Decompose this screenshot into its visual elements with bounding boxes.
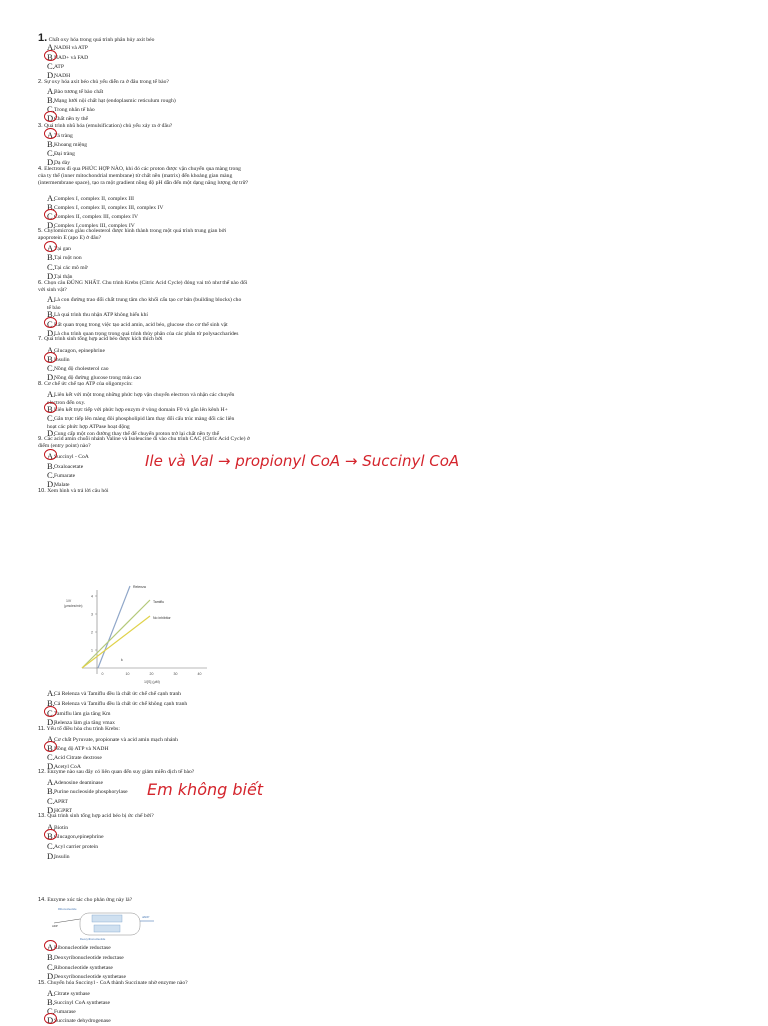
question-number: 13. bbox=[38, 813, 46, 819]
option-d[interactable]: D.Complex I,complex III, complex IV bbox=[47, 220, 135, 230]
diagram-label-ribonucleotide: Ribonucleotide bbox=[58, 907, 77, 911]
question-6 bbox=[38, 280, 250, 294]
question-text: Chylomicron giàu cholesterol được hình thành trong một quá trình trung gian bởi apoprotein E (apo E) ở đâu? bbox=[38, 228, 227, 241]
x-tick-label: 0 bbox=[101, 672, 104, 676]
series-relenza bbox=[98, 586, 130, 668]
question-5 bbox=[38, 228, 250, 242]
option-b[interactable]: B.Khoang miệng bbox=[47, 139, 88, 149]
option-a[interactable]: A.NADH và ATP bbox=[47, 42, 88, 52]
diagram-label-dadp: dADP bbox=[142, 915, 150, 919]
question-text: Cơ chế ức chế tạo ATP của oligomycin: bbox=[44, 381, 133, 387]
answer-circle bbox=[44, 209, 57, 220]
legend-tamiflu: Tamiflu bbox=[153, 600, 165, 604]
question-text: Chất oxy hóa trong quá trình phân hủy axit béo bbox=[48, 37, 155, 43]
option-a[interactable]: A.Adenosine deaminase bbox=[47, 777, 103, 787]
answer-circle bbox=[44, 1013, 57, 1024]
question-9 bbox=[38, 436, 250, 450]
option-a[interactable]: A.Biotin bbox=[47, 822, 68, 832]
question-12 bbox=[38, 769, 250, 776]
question-11 bbox=[38, 726, 250, 733]
option-a[interactable]: A.Là con đường trao đổi chất trung tâm cho khối cấu tạo cơ bản (building blocks) cho tế bào bbox=[47, 294, 242, 311]
option-b[interactable]: B.Succinyl CoA synthetase bbox=[47, 997, 110, 1007]
y-axis-label: 1/V bbox=[66, 599, 72, 603]
question-number: 14. bbox=[38, 897, 46, 903]
option-d[interactable]: D.Dạ dày bbox=[47, 157, 70, 167]
option-d[interactable]: D.NADH bbox=[47, 70, 71, 80]
option-c[interactable]: C.Đại tràng bbox=[47, 148, 75, 158]
question-8 bbox=[38, 381, 250, 388]
question-text: Enzyme xúc tác cho phản ứng này là? bbox=[47, 897, 133, 903]
question-number: 2. bbox=[38, 79, 43, 85]
option-c[interactable]: C.APRT bbox=[47, 796, 68, 806]
option-b[interactable]: B.Nồng độ ATP và NADH bbox=[47, 743, 247, 754]
option-d[interactable]: D.Chất nền ty thể bbox=[47, 113, 247, 124]
option-b[interactable]: B.Purine nucleoside phosphorylase bbox=[47, 786, 128, 796]
option-c[interactable]: C.Nồng độ cholesterol cao bbox=[47, 363, 109, 373]
x-tick-label: 40 bbox=[197, 672, 202, 676]
question-text: Quá trình sinh tổng hợp acid béo bị ức chế bởi? bbox=[47, 813, 154, 819]
question-text: Yếu tố điều hòa chu trình Krebs: bbox=[46, 726, 120, 732]
question-text: Electrons đi qua PHỨC HỢP NÀO, khi đó các proton được vận chuyển qua màng trong của ty thể (inner mitochondrial membrane) từ chất nền (matrix) đến khoảng gian màng (intermembrane space), tạo ra một gradient nồng độ pH dẫn đến một dạng năng lượng dự trữ? bbox=[38, 166, 249, 186]
question-3 bbox=[38, 123, 250, 130]
question-number: 4. bbox=[38, 166, 43, 172]
question-2 bbox=[38, 79, 250, 86]
answer-circle bbox=[44, 402, 57, 413]
answer-circle bbox=[44, 128, 57, 139]
question-text: Xem hình và trả lời câu hỏi bbox=[47, 488, 109, 494]
y-axis-unit: (μmoles/min) bbox=[64, 604, 83, 608]
question-15 bbox=[38, 980, 250, 987]
question-7 bbox=[38, 336, 250, 343]
option-a[interactable]: A.Bào tương tế bào chất bbox=[47, 86, 104, 96]
option-d[interactable]: D.HGPRT bbox=[47, 805, 73, 815]
option-d[interactable]: D.Cung cấp một con đường thay thế để chuyển proton trở lại chất nền ty thể bbox=[47, 428, 220, 438]
reaction-diagram bbox=[50, 905, 160, 941]
legend-no-inhibitor: No inhibitor bbox=[153, 616, 171, 620]
option-a[interactable]: A.Tại gan bbox=[47, 243, 247, 254]
answer-circle bbox=[44, 706, 57, 717]
question-number: 9. bbox=[38, 436, 43, 442]
x-axis-label: 1/[S] (μM) bbox=[144, 680, 160, 684]
option-d[interactable]: D.Acetyl CoA bbox=[47, 761, 81, 771]
option-b[interactable]: B.Liên kết trực tiếp với phức hợp enzym ở vòng domain F0 và gắn lên kênh H+ bbox=[47, 404, 247, 415]
answer-circle bbox=[44, 111, 57, 122]
option-a[interactable]: A.Ribonucleotide reductase bbox=[47, 942, 247, 953]
answer-circle bbox=[44, 317, 57, 328]
option-b[interactable]: B.Insulin bbox=[47, 354, 247, 365]
x-tick-label: 30 bbox=[173, 672, 178, 676]
question-text: Sự oxy hóa axit béo chủ yếu diễn ra ở đâu trong tế bào? bbox=[44, 79, 169, 85]
option-a[interactable]: A.Glucagon, epinephrine bbox=[47, 345, 105, 355]
option-c[interactable]: C.Ribonucleotide synthetase bbox=[47, 962, 113, 972]
y-tick-label: 3 bbox=[91, 612, 93, 617]
diagram-label-deoxyribonucleotide: Deoxyribonucleotide bbox=[80, 937, 106, 941]
option-b[interactable]: B.Oxaloacetate bbox=[47, 461, 84, 471]
question-text: Quá trình sinh tổng hợp acid béo được kích thích bởi bbox=[44, 336, 163, 342]
option-c[interactable]: C.Acyl carrier protein bbox=[47, 841, 99, 851]
option-c[interactable]: C.Fumarase bbox=[47, 1006, 76, 1016]
question-number: 10. bbox=[38, 488, 46, 494]
option-c[interactable]: C.Tamiflu làm gia tăng Km bbox=[47, 708, 247, 719]
question-number: 5. bbox=[38, 228, 43, 234]
question-number: 3. bbox=[38, 123, 43, 129]
option-c[interactable]: C.Rất quan trọng trong việc tạo acid amin, acid béo, glucose cho cơ thể sinh vật bbox=[47, 319, 247, 330]
series-no-inhibitor bbox=[82, 616, 150, 668]
option-a[interactable]: A.Succinyl - CoA bbox=[47, 451, 247, 462]
option-d[interactable]: D.Insulin bbox=[47, 851, 70, 861]
diagram-label-adp: ADP bbox=[52, 924, 58, 928]
option-c[interactable]: C.Acid Citrate dextrose bbox=[47, 752, 102, 762]
option-c[interactable]: C.Trong nhân tế bào bbox=[47, 104, 95, 114]
question-number: 7. bbox=[38, 336, 43, 342]
question-number: 15. bbox=[38, 980, 46, 986]
option-c[interactable]: C.Complex II, complex III, complex IV bbox=[47, 211, 247, 222]
question-4 bbox=[38, 166, 250, 187]
option-b[interactable]: B.Là quá trình thu nhận ATP không hiếu khí bbox=[47, 309, 148, 319]
question-10 bbox=[38, 488, 250, 495]
question-13 bbox=[38, 813, 250, 820]
question-14 bbox=[38, 897, 250, 904]
question-text: Các acid amin chuỗi nhánh Valine và Isoleucine đi vào chu trình CAC (Citric Acid Cycle) ở điểm (entry point) nào? bbox=[38, 436, 250, 449]
option-d[interactable]: D.Relenza làm gia tăng vmax bbox=[47, 717, 115, 727]
legend-relenza: Relenza bbox=[133, 585, 146, 589]
question-number: 6. bbox=[38, 280, 43, 286]
answer-circle bbox=[44, 241, 57, 252]
question-text: Chuyển hóa Succinyl - CoA thành Succinate nhờ enzyme nào? bbox=[47, 980, 188, 986]
option-d[interactable]: D.Nồng độ đường glucose trong máu cao bbox=[47, 372, 142, 382]
answer-circle bbox=[44, 829, 57, 840]
option-b[interactable]: B.NAD+ và FAD bbox=[47, 52, 247, 63]
handwritten-note: Ile và Val → propionyl CoA → Succinyl CoA bbox=[145, 452, 460, 470]
option-c[interactable]: C.Fumarate bbox=[47, 470, 76, 480]
option-d[interactable]: D.Succinate dehydrogenase bbox=[47, 1015, 247, 1026]
question-text: Enzyme nào sau đây có liên quan đến suy giảm miễn dịch tế bào? bbox=[47, 769, 195, 775]
option-d[interactable]: D.Deoxyribonucleotide synthetase bbox=[47, 971, 126, 981]
answer-circle bbox=[44, 940, 57, 951]
x-tick-label: 20 bbox=[149, 672, 154, 676]
option-b[interactable]: B.Deoxyribonucleotide reductase bbox=[47, 952, 124, 962]
option-d[interactable]: D.Malate bbox=[47, 479, 70, 489]
answer-circle bbox=[44, 50, 57, 61]
answer-circle bbox=[44, 352, 57, 363]
question-text: Quá trình nhũ hóa (emulsification) chủ yếu xảy ra ở đâu? bbox=[44, 123, 173, 129]
option-a[interactable]: A.Cả Relenza và Tamiflu đều là chất ức chế chế cạnh tranh bbox=[47, 688, 181, 698]
option-a[interactable]: A.Complex I, complex II, complex III bbox=[47, 193, 134, 203]
answer-circle bbox=[44, 741, 57, 752]
option-b[interactable]: B.Cả Relenza và Tamiflu đều là chất ức chế không cạnh tranh bbox=[47, 698, 188, 708]
option-c[interactable]: C.Gắn trực tiếp lên màng đôi phospholipid làm thay đổi cấu trúc màng đối các liên hoạt các phức hợp ATPase hoạt động bbox=[47, 413, 235, 430]
question-number: 11. bbox=[38, 726, 46, 732]
option-d[interactable]: D.Là chu trình quan trọng trong quá trình thủy phân của các phân tử polysaccharides bbox=[47, 328, 239, 338]
option-b[interactable]: B.Glucagon,epinephrine bbox=[47, 831, 247, 842]
option-a[interactable]: A.Citrate synthase bbox=[47, 988, 90, 998]
y-tick-label: 4 bbox=[91, 594, 93, 599]
option-a[interactable]: A.Cơ chất Pyruvate, propionate và acid amin mạch nhánh bbox=[47, 734, 178, 744]
option-b[interactable]: B.Complex I, complex II, complex III, complex IV bbox=[47, 202, 164, 212]
question-text: Chọn câu ĐÚNG NHẤT. Chu trình Krebs (Citric Acid Cycle) đóng vai trò như thế nào đối với sinh vật? bbox=[38, 280, 248, 293]
handwritten-note: Em không biết bbox=[147, 780, 264, 799]
option-c[interactable]: C.ATP bbox=[47, 61, 64, 71]
km-marker: k bbox=[121, 658, 123, 662]
answer-circle bbox=[44, 449, 57, 460]
option-d[interactable]: D.Tại thận bbox=[47, 271, 73, 281]
question-number: 12. bbox=[38, 769, 46, 775]
y-tick-label: 1 bbox=[91, 648, 93, 653]
y-tick-label: 2 bbox=[91, 630, 93, 635]
lineweaver-burk-figure bbox=[62, 582, 212, 684]
x-tick-label: 10 bbox=[125, 672, 130, 676]
option-c[interactable]: C.Tại các mô mỡ bbox=[47, 262, 88, 272]
question-number: 1. bbox=[38, 32, 48, 44]
question-number: 8. bbox=[38, 381, 43, 387]
option-b[interactable]: B.Mạng lưới nội chất hạt (endoplasmic reticulum rough) bbox=[47, 95, 176, 105]
option-a[interactable]: A.Liên kết với một trong những phức hợp vận chuyển electron và nhận các chuyển electron đến oxy. bbox=[47, 389, 235, 406]
option-a[interactable]: A.Tá tràng bbox=[47, 130, 247, 141]
option-b[interactable]: B.Tại ruột non bbox=[47, 252, 82, 262]
